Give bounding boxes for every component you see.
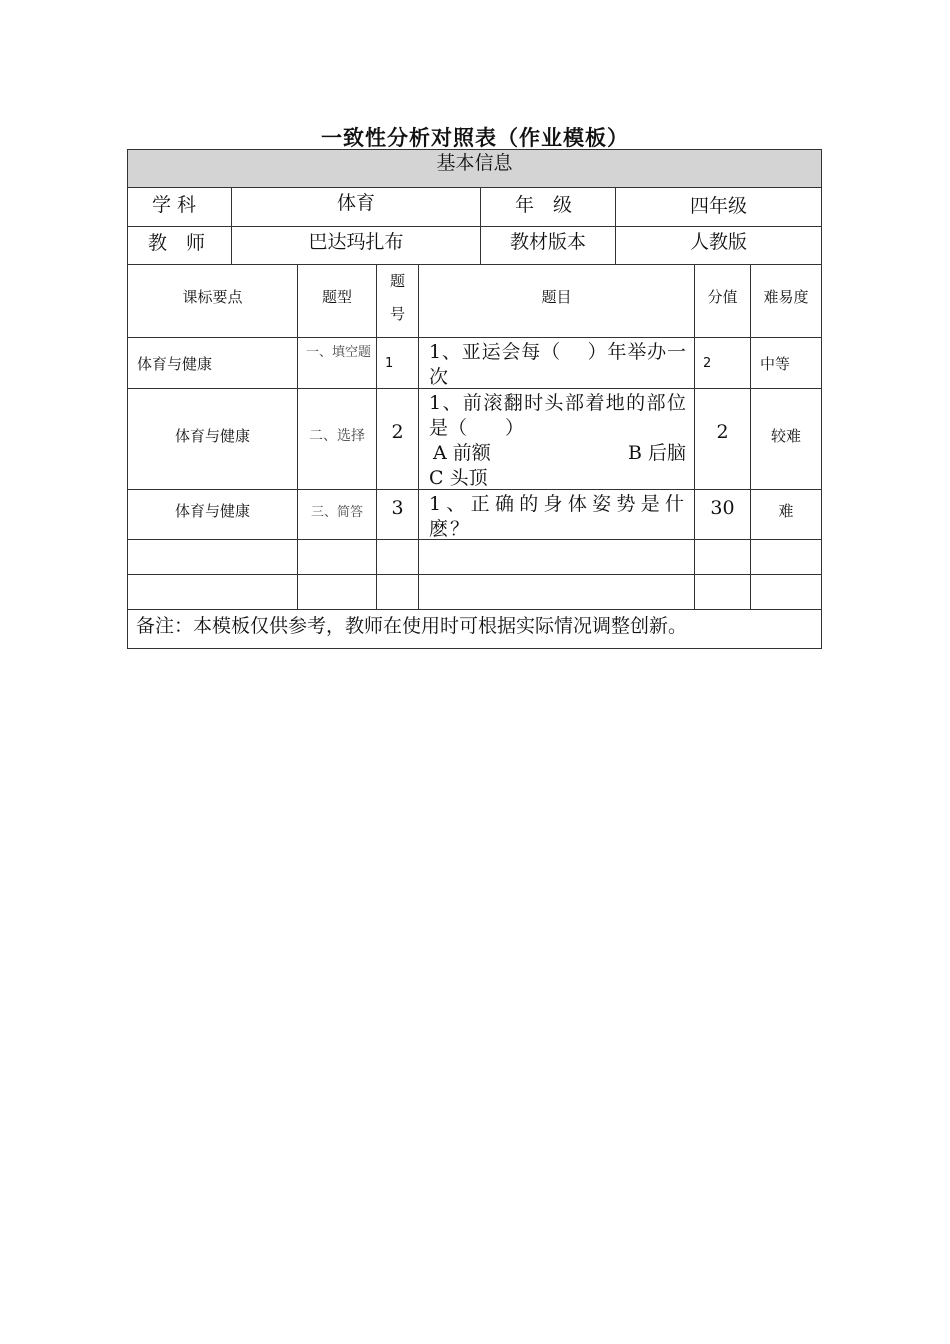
row2-question: 1、前滚翻时头部着地的部位是（ ）	[429, 392, 686, 439]
header-standard: 课标要点	[182, 288, 243, 306]
row1-score: 2	[703, 355, 712, 371]
grade-label: 年 级	[515, 194, 573, 216]
header-score: 分值	[707, 288, 738, 306]
row1-standard: 体育与健康	[137, 354, 213, 373]
row2-option-a: A 前额	[433, 442, 491, 464]
document-title: 一致性分析对照表（作业模板）	[321, 126, 629, 150]
row1-question: 1、亚运会每（ ）年举办一次	[429, 341, 686, 388]
edition-value: 人教版	[689, 230, 747, 253]
row2-option-c: C 头顶	[429, 467, 488, 489]
row3-difficulty: 难	[778, 501, 794, 520]
subject-value: 体育	[336, 191, 375, 214]
row2-standard: 体育与健康	[174, 426, 250, 445]
row1-difficulty: 中等	[760, 354, 791, 373]
header-number-line2: 号	[389, 305, 405, 323]
subject-label: 学 科	[152, 194, 197, 216]
grade-value: 四年级	[689, 194, 747, 217]
row3-number: 3	[391, 497, 404, 519]
row3-standard: 体育与健康	[174, 501, 250, 520]
edition-label: 教材版本	[509, 230, 586, 253]
row3-type: 三、简答	[310, 504, 363, 520]
basic-info-band: 基本信息	[128, 150, 821, 188]
row1-number: 1	[385, 355, 394, 371]
row2-number: 2	[391, 421, 404, 443]
teacher-value: 巴达玛扎布	[308, 230, 404, 253]
row2-options-ab	[429, 441, 686, 466]
row1-type: 一、填空题	[306, 345, 372, 360]
header-difficulty: 难易度	[763, 288, 809, 306]
row3-score: 30	[710, 497, 735, 519]
row2-question-cell	[419, 389, 694, 489]
row2-score: 2	[716, 421, 729, 443]
row2-difficulty: 较难	[770, 426, 801, 445]
teacher-label: 教 师	[148, 232, 206, 254]
header-question: 题目	[541, 288, 572, 306]
row2-option-b: B 后脑	[627, 442, 686, 464]
header-number	[377, 265, 418, 337]
row2-type: 二、选择	[309, 428, 365, 444]
header-type: 题型	[321, 288, 352, 306]
analysis-table	[127, 149, 822, 649]
footer-note: 备注：本模板仅供参考，教师在使用时可根据实际情况调整创新。	[136, 615, 688, 637]
header-number-line1: 题	[389, 272, 405, 290]
row3-question: 1、正确的身体姿势是什麽？	[429, 493, 686, 540]
